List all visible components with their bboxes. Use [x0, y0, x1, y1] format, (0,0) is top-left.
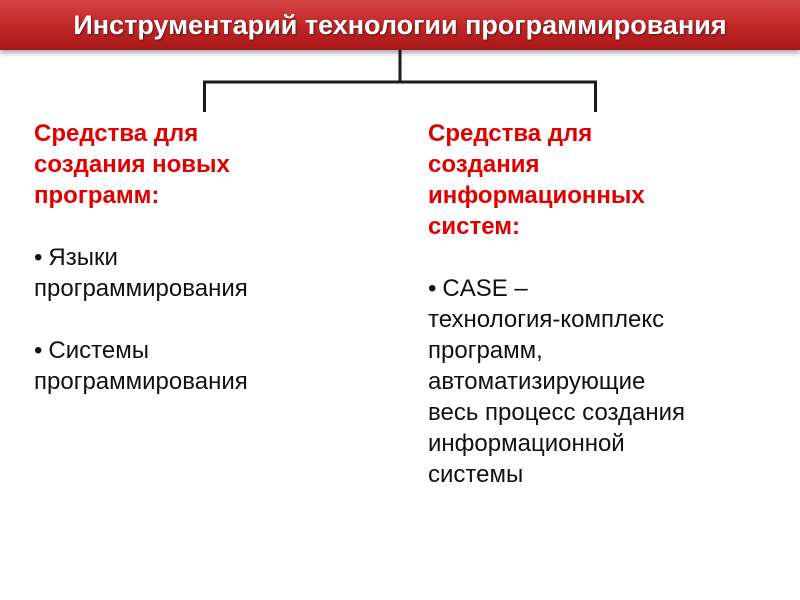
- item-line: информационной: [428, 430, 625, 457]
- title-bar: [0, 0, 800, 50]
- right-heading-line: информационных: [428, 182, 645, 209]
- left-heading: [34, 118, 374, 211]
- item-line: технология-комплекс: [428, 306, 665, 333]
- left-heading-line: создания новых: [34, 151, 230, 178]
- left-items: [34, 242, 374, 397]
- left-item-languages: [34, 242, 374, 304]
- right-heading: [428, 118, 788, 242]
- right-column: [428, 118, 788, 490]
- right-heading-line: систем:: [428, 213, 520, 240]
- item-line: Системы: [48, 337, 149, 364]
- left-column: [34, 118, 374, 397]
- bullet-icon: •: [428, 275, 437, 302]
- bullet-icon: •: [34, 337, 43, 364]
- item-line: системы: [428, 461, 524, 488]
- item-line: программирования: [34, 368, 248, 395]
- left-heading-line: программ:: [34, 182, 160, 209]
- item-line: автоматизирующие: [428, 368, 646, 395]
- right-heading-line: Средства для: [428, 120, 593, 147]
- item-line: программ,: [428, 337, 543, 364]
- left-heading-line: Средства для: [34, 120, 199, 147]
- item-line: программирования: [34, 275, 248, 302]
- right-items: [428, 273, 788, 490]
- page-title: Инструментарий технологии программирования: [73, 9, 727, 40]
- right-item-case: [428, 273, 788, 490]
- item-line: Языки: [48, 244, 118, 271]
- item-line: весь процесс создания: [428, 399, 686, 426]
- bullet-icon: •: [34, 244, 43, 271]
- left-item-systems: [34, 335, 374, 397]
- item-line: CASE –: [442, 275, 528, 302]
- right-heading-line: создания: [428, 151, 540, 178]
